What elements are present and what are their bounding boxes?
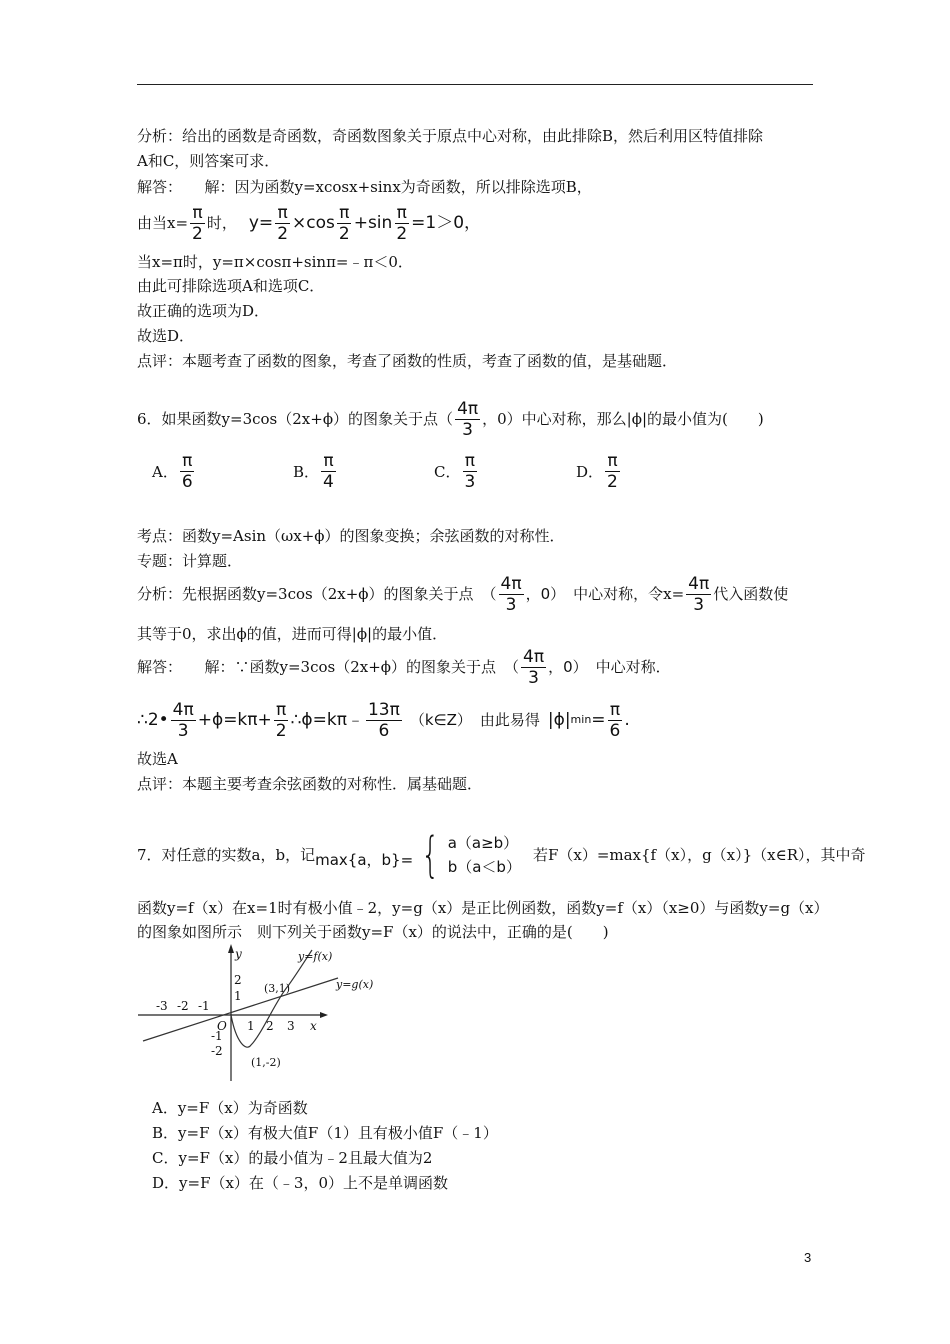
answer-line-4: 由此可排除选项A和选项C． (137, 277, 325, 295)
answer-line-3: 当x=π时，y=π×cosπ+sinπ=﹣π＜0． (137, 253, 413, 271)
text: 时， (206, 214, 237, 232)
analysis-line-1: 分析：给出的函数是奇函数，奇函数图象关于原点中心对称，由此排除B，然后利用区特值排除 (137, 127, 764, 145)
text: 代入函数使 (713, 585, 789, 603)
answer-equation-1 (137, 200, 481, 246)
option-d[interactable] (576, 451, 622, 492)
text: 由当x= (137, 214, 189, 232)
option-d[interactable]: D．y=F（x）在（﹣3，0）上不是单调函数 (152, 1174, 449, 1192)
header-rule (137, 84, 813, 85)
text: 6．如果函数y=3cos（2x+ϕ）的图象关于点（ (137, 410, 454, 428)
y-tick: -1 (211, 1029, 223, 1043)
fraction-pi-over-2 (337, 203, 352, 244)
text: . (624, 710, 630, 730)
question-6-stem (137, 396, 764, 442)
fraction-4pi-over-3 (686, 574, 711, 615)
numerator: π (182, 451, 193, 471)
zhuanti-line: 专题：计算题． (137, 552, 243, 570)
plus-sin: +sin (353, 213, 393, 233)
text: （k∈Z） (409, 711, 472, 729)
comma-zero: ，0） (525, 585, 566, 603)
text: 解答： 解：∵函数y=3cos（2x+ϕ）的图象关于点 (137, 658, 497, 676)
numerator: 4π (457, 398, 479, 419)
text: ∴ϕ=kπ﹣ (290, 710, 364, 730)
text: +ϕ=kπ+ (197, 710, 272, 730)
option-label: A． (152, 463, 178, 481)
question-7-line-3: 的图象如图所示 则下列关于函数y=F（x）的说法中，正确的是( ) (137, 923, 609, 941)
text: = (591, 710, 606, 730)
page-number: 3 (804, 1250, 812, 1265)
f-label: y=f(x) (298, 950, 333, 963)
numerator: π (464, 451, 476, 471)
denominator: 2 (338, 223, 350, 244)
text: ∴2• (137, 710, 169, 730)
numerator: 4π (688, 573, 710, 594)
comma-zero: ，0） (548, 658, 588, 676)
y-tick: 1 (234, 989, 242, 1003)
option-fraction (605, 451, 620, 492)
case-2: b（a＜b） (447, 858, 521, 876)
text: 中心对称． (595, 658, 671, 676)
analysis-line-2: A和C，则答案可求． (137, 152, 280, 170)
numerator: 13π (367, 699, 400, 720)
text: 中心对称，令x= (573, 585, 685, 603)
y-axis-label: y (235, 947, 242, 961)
left-brace: { (421, 827, 440, 883)
numerator: π (396, 202, 407, 223)
numerator: π (277, 202, 288, 223)
answer-line-5: 故正确的选项为D． (137, 302, 270, 320)
subscript-min: min (570, 713, 592, 726)
numerator: π (607, 451, 618, 471)
denominator: 3 (528, 667, 539, 688)
fraction-13pi-over-6 (366, 700, 402, 741)
x-tick: 1 (247, 1019, 255, 1033)
option-c[interactable]: C．y=F（x）的最小值为﹣2且最大值为2 (152, 1149, 433, 1167)
denominator: 4 (323, 472, 334, 492)
question-7-line-2: 函数y=f（x）在x=1时有极小值﹣2，y=g（x）是正比例函数，函数y=f（x）（x≥0）与函数y=g（x） (137, 899, 829, 917)
x-axis-arrow (320, 1012, 328, 1018)
numerator: π (276, 699, 287, 720)
option-fraction (321, 451, 336, 492)
max-label: max{a，b}= (315, 851, 414, 869)
fraction-4pi-over-3 (171, 700, 196, 741)
denominator: 3 (177, 720, 189, 741)
numerator: 4π (523, 646, 545, 667)
solution-equation (137, 696, 630, 744)
fraction-4pi-over-3 (455, 399, 480, 440)
option-c[interactable] (434, 451, 479, 492)
fraction-pi-over-6 (608, 700, 623, 741)
answer-line-1: 解答： 解：因为函数y=xcosx+sinx为奇函数，所以排除选项B， (137, 178, 592, 196)
case-1: a（a≥b） (447, 834, 519, 852)
numerator: π (609, 699, 621, 720)
fraction-4pi-over-3 (521, 647, 546, 688)
denominator: 3 (693, 594, 705, 615)
x-tick: 3 (287, 1019, 295, 1033)
numerator: 4π (500, 573, 522, 594)
denominator: 6 (378, 720, 390, 741)
denominator: 3 (462, 419, 473, 440)
denominator: 2 (275, 720, 287, 741)
fraction-pi-over-2 (274, 700, 289, 741)
comment-line: 点评：本题主要考查余弦函数的对称性．属基础题． (137, 775, 483, 793)
denominator: 2 (396, 223, 408, 244)
numerator: π (339, 202, 350, 223)
fenxi-line-2: 其等于0，求出ϕ的值，进而可得|ϕ|的最小值． (137, 625, 448, 643)
denominator: 6 (609, 720, 621, 741)
x-tick: 2 (266, 1019, 274, 1033)
numerator: π (192, 202, 203, 223)
kaodian-line: 考点：函数y=Asin（ωx+ϕ）的图象变换；余弦函数的对称性． (137, 527, 565, 545)
abs-phi: |ϕ| (547, 710, 571, 730)
times-cos: ×cos (292, 213, 335, 233)
fenxi-line-1 (137, 572, 788, 616)
x-tick: -3 (156, 999, 168, 1013)
cases (448, 831, 521, 879)
option-a[interactable] (152, 451, 197, 492)
x-tick: -1 (198, 999, 210, 1013)
origin-label: O (217, 1019, 227, 1033)
g-curve (143, 978, 338, 1041)
fraction-pi-over-2 (275, 203, 290, 244)
denominator: 2 (192, 223, 203, 244)
text: ，0）中心对称，那么|ϕ|的最小值为( ) (482, 410, 764, 428)
y-axis-arrow (228, 944, 234, 953)
text: 若F（x）=max{f（x），g（x）}（x∈R），其中奇 (532, 846, 866, 864)
max-definition (315, 827, 521, 883)
text: 7．对任意的实数a，b，记 (137, 846, 316, 864)
option-label: D． (576, 463, 604, 481)
y-tick: 2 (234, 973, 242, 987)
numerator: π (323, 451, 334, 471)
paren: （ (481, 585, 497, 603)
option-b[interactable] (293, 451, 338, 492)
equals-one: =1＞0， (411, 213, 482, 233)
y-equals: y= (248, 213, 274, 233)
fraction-pi-over-2 (190, 203, 205, 244)
numerator: 4π (172, 699, 194, 720)
denominator: 3 (464, 472, 476, 492)
fraction-4pi-over-3 (499, 574, 524, 615)
point-1-neg2-label: (1,-2) (251, 1056, 281, 1069)
answer-choice-line: 故选A (137, 750, 178, 768)
text: 由此易得 (479, 711, 540, 729)
option-b[interactable]: B．y=F（x）有极大值F（1）且有极小值F（﹣1） (152, 1124, 498, 1142)
text: 分析：先根据函数y=3cos（2x+ϕ）的图象关于点 (137, 585, 474, 603)
denominator: 6 (181, 472, 193, 492)
point-3-1-label: (3,1) (264, 982, 291, 995)
option-fraction (462, 451, 477, 492)
y-tick: -2 (211, 1044, 223, 1058)
fraction-pi-over-2 (394, 203, 409, 244)
option-label: B． (293, 463, 320, 481)
denominator: 2 (277, 223, 289, 244)
jieda-line (137, 645, 671, 689)
question-7-stem (137, 826, 866, 884)
denominator: 3 (505, 594, 517, 615)
option-fraction (180, 451, 195, 492)
option-a[interactable]: A．y=F（x）为奇函数 (152, 1099, 308, 1117)
answer-line-6: 故选D． (137, 327, 195, 345)
function-graph (138, 944, 388, 1084)
x-tick: -2 (177, 999, 189, 1013)
x-axis-label: x (310, 1019, 317, 1033)
comment-line: 点评：本题考查了函数的图象，考查了函数的性质，考查了函数的值，是基础题． (137, 352, 678, 370)
option-label: C． (434, 463, 461, 481)
denominator: 2 (607, 472, 618, 492)
paren: （ (504, 658, 520, 676)
g-label: y=g(x) (336, 978, 374, 991)
